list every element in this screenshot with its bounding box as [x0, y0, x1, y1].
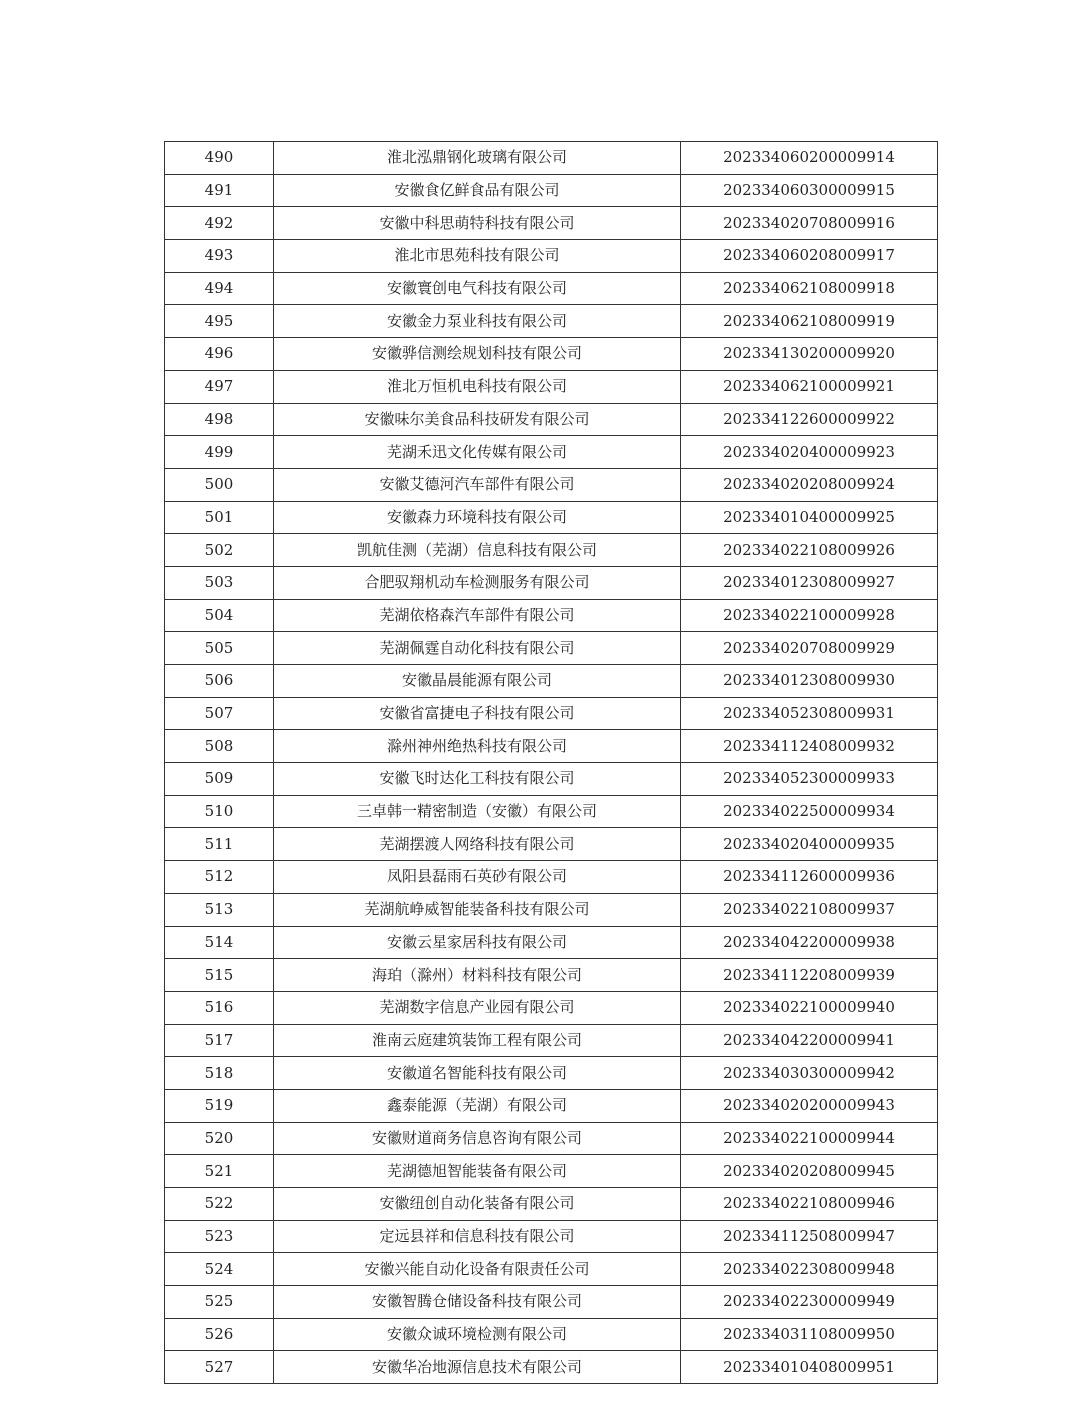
company-name: 安徽寰创电气科技有限公司	[274, 272, 681, 305]
table-row	[165, 926, 938, 959]
row-number: 525	[165, 1286, 274, 1319]
table-row	[165, 468, 938, 501]
table-row	[165, 1089, 938, 1122]
row-number: 520	[165, 1122, 274, 1155]
registration-code: 202334022100009944	[681, 1122, 938, 1155]
table-row	[165, 436, 938, 469]
company-name: 三卓韩一精密制造（安徽）有限公司	[274, 795, 681, 828]
row-number: 526	[165, 1318, 274, 1351]
table-row	[165, 1188, 938, 1221]
registration-code: 202334020208009924	[681, 468, 938, 501]
company-name: 芜湖数字信息产业园有限公司	[274, 991, 681, 1024]
company-name: 凤阳县磊雨石英砂有限公司	[274, 861, 681, 894]
row-number: 514	[165, 926, 274, 959]
registration-code: 202334020708009916	[681, 207, 938, 240]
table-row	[165, 305, 938, 338]
registration-code: 202334130200009920	[681, 338, 938, 371]
table-row	[165, 1057, 938, 1090]
table-row	[165, 338, 938, 371]
company-name: 安徽云星家居科技有限公司	[274, 926, 681, 959]
company-name: 安徽纽创自动化装备有限公司	[274, 1188, 681, 1221]
row-number: 505	[165, 632, 274, 665]
company-name: 芜湖航峥威智能装备科技有限公司	[274, 893, 681, 926]
row-number: 507	[165, 697, 274, 730]
table-row	[165, 534, 938, 567]
company-name: 安徽华冶地源信息技术有限公司	[274, 1351, 681, 1384]
company-list-table	[164, 141, 938, 1384]
company-name: 安徽味尔美食品科技研发有限公司	[274, 403, 681, 436]
row-number: 511	[165, 828, 274, 861]
registration-code: 202334020200009943	[681, 1089, 938, 1122]
row-number: 498	[165, 403, 274, 436]
table-row	[165, 697, 938, 730]
company-name: 滁州神州绝热科技有限公司	[274, 730, 681, 763]
table-row	[165, 566, 938, 599]
table-row	[165, 632, 938, 665]
registration-code: 202334012308009927	[681, 566, 938, 599]
table-row	[165, 501, 938, 534]
registration-code: 202334022100009940	[681, 991, 938, 1024]
row-number: 513	[165, 893, 274, 926]
row-number: 521	[165, 1155, 274, 1188]
row-number: 516	[165, 991, 274, 1024]
company-name: 海珀（滁州）材料科技有限公司	[274, 959, 681, 992]
registration-code: 202334022108009937	[681, 893, 938, 926]
company-name: 安徽金力泵业科技有限公司	[274, 305, 681, 338]
row-number: 492	[165, 207, 274, 240]
registration-code: 202334042200009941	[681, 1024, 938, 1057]
company-name: 芜湖禾迅文化传媒有限公司	[274, 436, 681, 469]
row-number: 517	[165, 1024, 274, 1057]
row-number: 500	[165, 468, 274, 501]
registration-code: 202334022500009934	[681, 795, 938, 828]
company-name: 淮北市思苑科技有限公司	[274, 240, 681, 273]
registration-code: 202334062108009918	[681, 272, 938, 305]
registration-code: 202334022308009948	[681, 1253, 938, 1286]
company-name: 凯航佳测（芜湖）信息科技有限公司	[274, 534, 681, 567]
company-name: 淮北万恒机电科技有限公司	[274, 370, 681, 403]
row-number: 493	[165, 240, 274, 273]
row-number: 499	[165, 436, 274, 469]
registration-code: 202334112508009947	[681, 1220, 938, 1253]
row-number: 501	[165, 501, 274, 534]
company-name: 合肥驭翔机动车检测服务有限公司	[274, 566, 681, 599]
row-number: 508	[165, 730, 274, 763]
company-name: 定远县祥和信息科技有限公司	[274, 1220, 681, 1253]
company-name: 安徽道名智能科技有限公司	[274, 1057, 681, 1090]
registration-code: 202334022108009946	[681, 1188, 938, 1221]
registration-code: 202334060300009915	[681, 174, 938, 207]
row-number: 491	[165, 174, 274, 207]
registration-code: 202334030300009942	[681, 1057, 938, 1090]
row-number: 509	[165, 763, 274, 796]
table-row	[165, 240, 938, 273]
row-number: 518	[165, 1057, 274, 1090]
row-number: 496	[165, 338, 274, 371]
row-number: 527	[165, 1351, 274, 1384]
company-name: 芜湖摆渡人网络科技有限公司	[274, 828, 681, 861]
row-number: 515	[165, 959, 274, 992]
registration-code: 202334010400009925	[681, 501, 938, 534]
registration-code: 202334022108009926	[681, 534, 938, 567]
company-name: 淮北泓鼎钢化玻璃有限公司	[274, 142, 681, 175]
table-row	[165, 1122, 938, 1155]
registration-code: 202334060200009914	[681, 142, 938, 175]
company-name: 安徽森力环境科技有限公司	[274, 501, 681, 534]
row-number: 503	[165, 566, 274, 599]
table-row	[165, 599, 938, 632]
row-number: 494	[165, 272, 274, 305]
row-number: 502	[165, 534, 274, 567]
table-row	[165, 1155, 938, 1188]
company-name: 安徽艾德河汽车部件有限公司	[274, 468, 681, 501]
company-name: 安徽食亿鲜食品有限公司	[274, 174, 681, 207]
registration-code: 202334020400009935	[681, 828, 938, 861]
row-number: 504	[165, 599, 274, 632]
table-row	[165, 174, 938, 207]
registration-code: 202334112408009932	[681, 730, 938, 763]
table-row	[165, 272, 938, 305]
registration-code: 202334042200009938	[681, 926, 938, 959]
row-number: 523	[165, 1220, 274, 1253]
registration-code: 202334052308009931	[681, 697, 938, 730]
table-row	[165, 1286, 938, 1319]
table-row	[165, 1220, 938, 1253]
table-row	[165, 142, 938, 175]
company-name: 安徽智腾仓储设备科技有限公司	[274, 1286, 681, 1319]
row-number: 522	[165, 1188, 274, 1221]
table-row	[165, 1318, 938, 1351]
table-row	[165, 370, 938, 403]
company-name: 安徽兴能自动化设备有限责任公司	[274, 1253, 681, 1286]
registration-code: 202334112600009936	[681, 861, 938, 894]
table-row	[165, 730, 938, 763]
table-row	[165, 207, 938, 240]
company-name: 芜湖佩霆自动化科技有限公司	[274, 632, 681, 665]
table-row	[165, 861, 938, 894]
company-name: 安徽中科思萌特科技有限公司	[274, 207, 681, 240]
row-number: 490	[165, 142, 274, 175]
table-row	[165, 828, 938, 861]
registration-code: 202334022100009928	[681, 599, 938, 632]
registration-code: 202334122600009922	[681, 403, 938, 436]
row-number: 506	[165, 665, 274, 698]
table-row	[165, 959, 938, 992]
company-name: 安徽省富捷电子科技有限公司	[274, 697, 681, 730]
registration-code: 202334022300009949	[681, 1286, 938, 1319]
table-row	[165, 403, 938, 436]
registration-code: 202334031108009950	[681, 1318, 938, 1351]
company-name: 鑫泰能源（芜湖）有限公司	[274, 1089, 681, 1122]
company-name: 安徽众诚环境检测有限公司	[274, 1318, 681, 1351]
company-name: 安徽骅信测绘规划科技有限公司	[274, 338, 681, 371]
company-list-body	[165, 142, 938, 1384]
row-number: 495	[165, 305, 274, 338]
company-name: 安徽晶晨能源有限公司	[274, 665, 681, 698]
registration-code: 202334012308009930	[681, 665, 938, 698]
table-row	[165, 795, 938, 828]
row-number: 510	[165, 795, 274, 828]
table-row	[165, 763, 938, 796]
table-row	[165, 665, 938, 698]
company-name: 芜湖依格森汽车部件有限公司	[274, 599, 681, 632]
company-name: 安徽飞时达化工科技有限公司	[274, 763, 681, 796]
company-name: 芜湖德旭智能装备有限公司	[274, 1155, 681, 1188]
row-number: 512	[165, 861, 274, 894]
registration-code: 202334060208009917	[681, 240, 938, 273]
registration-code: 202334052300009933	[681, 763, 938, 796]
row-number: 519	[165, 1089, 274, 1122]
registration-code: 202334020708009929	[681, 632, 938, 665]
registration-code: 202334062108009919	[681, 305, 938, 338]
registration-code: 202334010408009951	[681, 1351, 938, 1384]
registration-code: 202334112208009939	[681, 959, 938, 992]
row-number: 497	[165, 370, 274, 403]
company-name: 淮南云庭建筑装饰工程有限公司	[274, 1024, 681, 1057]
row-number: 524	[165, 1253, 274, 1286]
table-row	[165, 991, 938, 1024]
table-row	[165, 1253, 938, 1286]
registration-code: 202334020208009945	[681, 1155, 938, 1188]
table-row	[165, 893, 938, 926]
company-name: 安徽财道商务信息咨询有限公司	[274, 1122, 681, 1155]
table-row	[165, 1024, 938, 1057]
registration-code: 202334062100009921	[681, 370, 938, 403]
table-row	[165, 1351, 938, 1384]
registration-code: 202334020400009923	[681, 436, 938, 469]
